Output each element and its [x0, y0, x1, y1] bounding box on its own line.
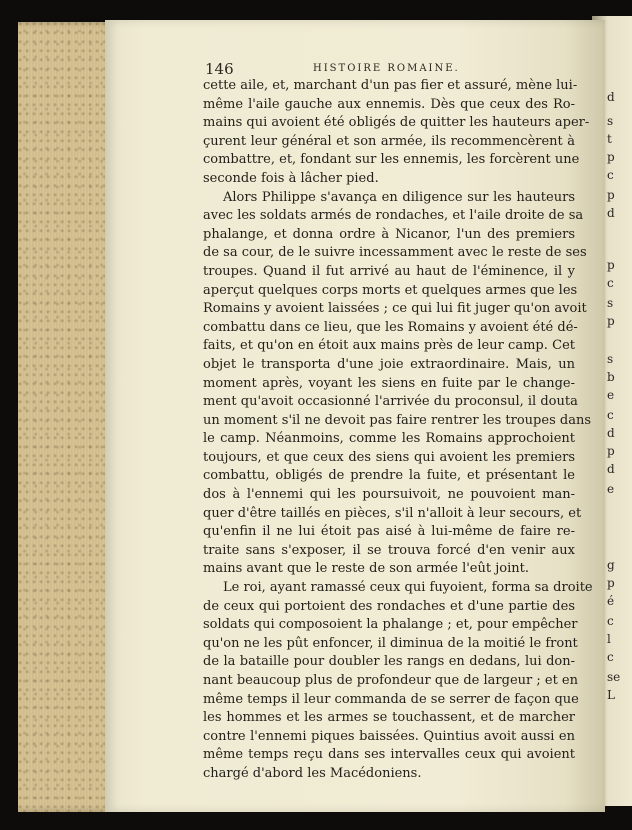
margin-letter: p: [607, 576, 615, 590]
margin-letter: l: [607, 632, 611, 646]
text-line: qu'on ne les pût enfoncer, il diminua de la moitié le front: [203, 635, 578, 651]
text-line: chargé d'abord les Macédoniens.: [203, 765, 422, 781]
paragraph-start-line: Alors Philippe s'avança en diligence sur les hauteurs: [223, 189, 575, 205]
margin-letter: c: [607, 408, 614, 422]
margin-letter: c: [607, 614, 614, 628]
text-line: même temps il leur commanda de se serrer de façon que: [203, 691, 579, 707]
text-line: combattu, obligés de prendre la fuite, et présentant le: [203, 468, 575, 484]
margin-letter: p: [607, 188, 615, 202]
margin-letter: d: [607, 426, 615, 440]
text-line: de ceux qui portoient des rondaches et d'une partie des: [203, 598, 575, 614]
margin-letter: s: [607, 296, 614, 310]
margin-letter: c: [607, 650, 614, 664]
margin-letter: p: [607, 258, 615, 272]
text-line: mains avant que le reste de son armée l'eût joint.: [203, 561, 529, 577]
text-line: ment qu'avoit occasionné l'arrivée du proconsul, il douta: [203, 394, 578, 410]
text-line: les hommes et les armes se touchassent, et de marcher: [203, 710, 575, 726]
page-number: 146: [205, 60, 234, 78]
margin-letter: se: [607, 670, 621, 684]
margin-letter: p: [607, 150, 615, 164]
running-head: HISTOIRE ROMAINE.: [313, 63, 460, 74]
text-line: même temps reçu dans ses intervalles ceux qui avoient: [203, 747, 575, 763]
margin-letter: g: [607, 558, 615, 572]
margin-letter: p: [607, 314, 615, 328]
text-line: qu'enfin il ne lui étoit pas aisé à lui-même de faire re-: [203, 524, 575, 540]
text-line: le camp. Néanmoins, comme les Romains approchoient: [203, 431, 575, 447]
margin-letter: d: [607, 462, 615, 476]
margin-letter: s: [607, 114, 614, 128]
text-line: seconde fois à lâcher pied.: [203, 170, 379, 186]
text-line: mains qui avoient été obligés de quitter les hauteurs aper-: [203, 115, 590, 131]
page-edges-left: [18, 22, 118, 812]
text-line: soldats qui composoient la phalange ; et, pour empêcher: [203, 617, 578, 633]
text-line: çurent leur général et son armée, ils recommencèrent à: [203, 133, 575, 149]
text-line: même l'aile gauche aux ennemis. Dès que ceux des Ro-: [203, 96, 575, 112]
body-text: [203, 77, 593, 784]
text-line: contre l'ennemi piques baissées. Quintius avoit aussi en: [203, 728, 575, 744]
paragraph-start-line: Le roi, ayant ramassé ceux qui fuyoient, forma sa droite: [223, 580, 593, 596]
margin-letter: p: [607, 444, 615, 458]
margin-letter: c: [607, 168, 614, 182]
text-line: moment après, voyant les siens en fuite par le change-: [203, 375, 575, 391]
margin-letter: e: [607, 388, 615, 402]
margin-letter: t: [607, 132, 612, 146]
text-line: avec les soldats armés de rondaches, et l'aile droite de sa: [203, 208, 584, 224]
text-line: toujours, et que ceux des siens qui avoient les premiers: [203, 449, 575, 465]
text-line: faits, et qu'on en étoit aux mains près de leur camp. Cet: [203, 338, 575, 354]
text-line: troupes. Quand il fut arrivé au haut de l'éminence, il y: [203, 263, 575, 279]
text-line: cette aile, et, marchant d'un pas fier et assuré, mène lui-: [203, 78, 578, 93]
margin-letter: d: [607, 206, 615, 220]
text-line: de la bataille pour doubler les rangs en dedans, lui don-: [203, 654, 575, 670]
margin-letter: L: [607, 688, 615, 702]
text-line: combattu dans ce lieu, que les Romains y avoient été dé-: [203, 319, 578, 335]
text-line: nant beaucoup plus de profondeur que de largeur ; et en: [203, 673, 578, 688]
text-line: quer d'être taillés en pièces, s'il n'alloit à leur secours, et: [203, 505, 582, 521]
text-line: traite sans s'exposer, il se trouva forcé d'en venir aux: [203, 542, 575, 558]
margin-letter: s: [607, 352, 614, 366]
text-line: dos à l'ennemi qui les poursuivoit, ne pouvoient man-: [203, 487, 575, 503]
text-line: phalange, et donna ordre à Nicanor, l'un des premiers: [203, 226, 575, 242]
text-line: un moment s'il ne devoit pas faire rentrer les troupes dans: [203, 412, 591, 428]
text-line: de sa cour, de le suivre incessamment avec le reste de ses: [203, 245, 587, 261]
margin-letter: c: [607, 276, 614, 290]
text-line: combattre, et, fondant sur les ennemis, les forcèrent une: [203, 152, 580, 168]
margin-letter: é: [607, 594, 615, 608]
margin-letter: d: [607, 90, 615, 104]
text-line: Romains y avoient laissées ; ce qui lui fit juger qu'on avoit: [203, 301, 587, 317]
margin-letter: e: [607, 482, 615, 496]
margin-letter: b: [607, 370, 615, 384]
text-line: aperçut quelques corps morts et quelques armes que les: [203, 282, 578, 298]
text-line: objet le transporta d'une joie extraordinaire. Mais, un: [203, 356, 575, 372]
